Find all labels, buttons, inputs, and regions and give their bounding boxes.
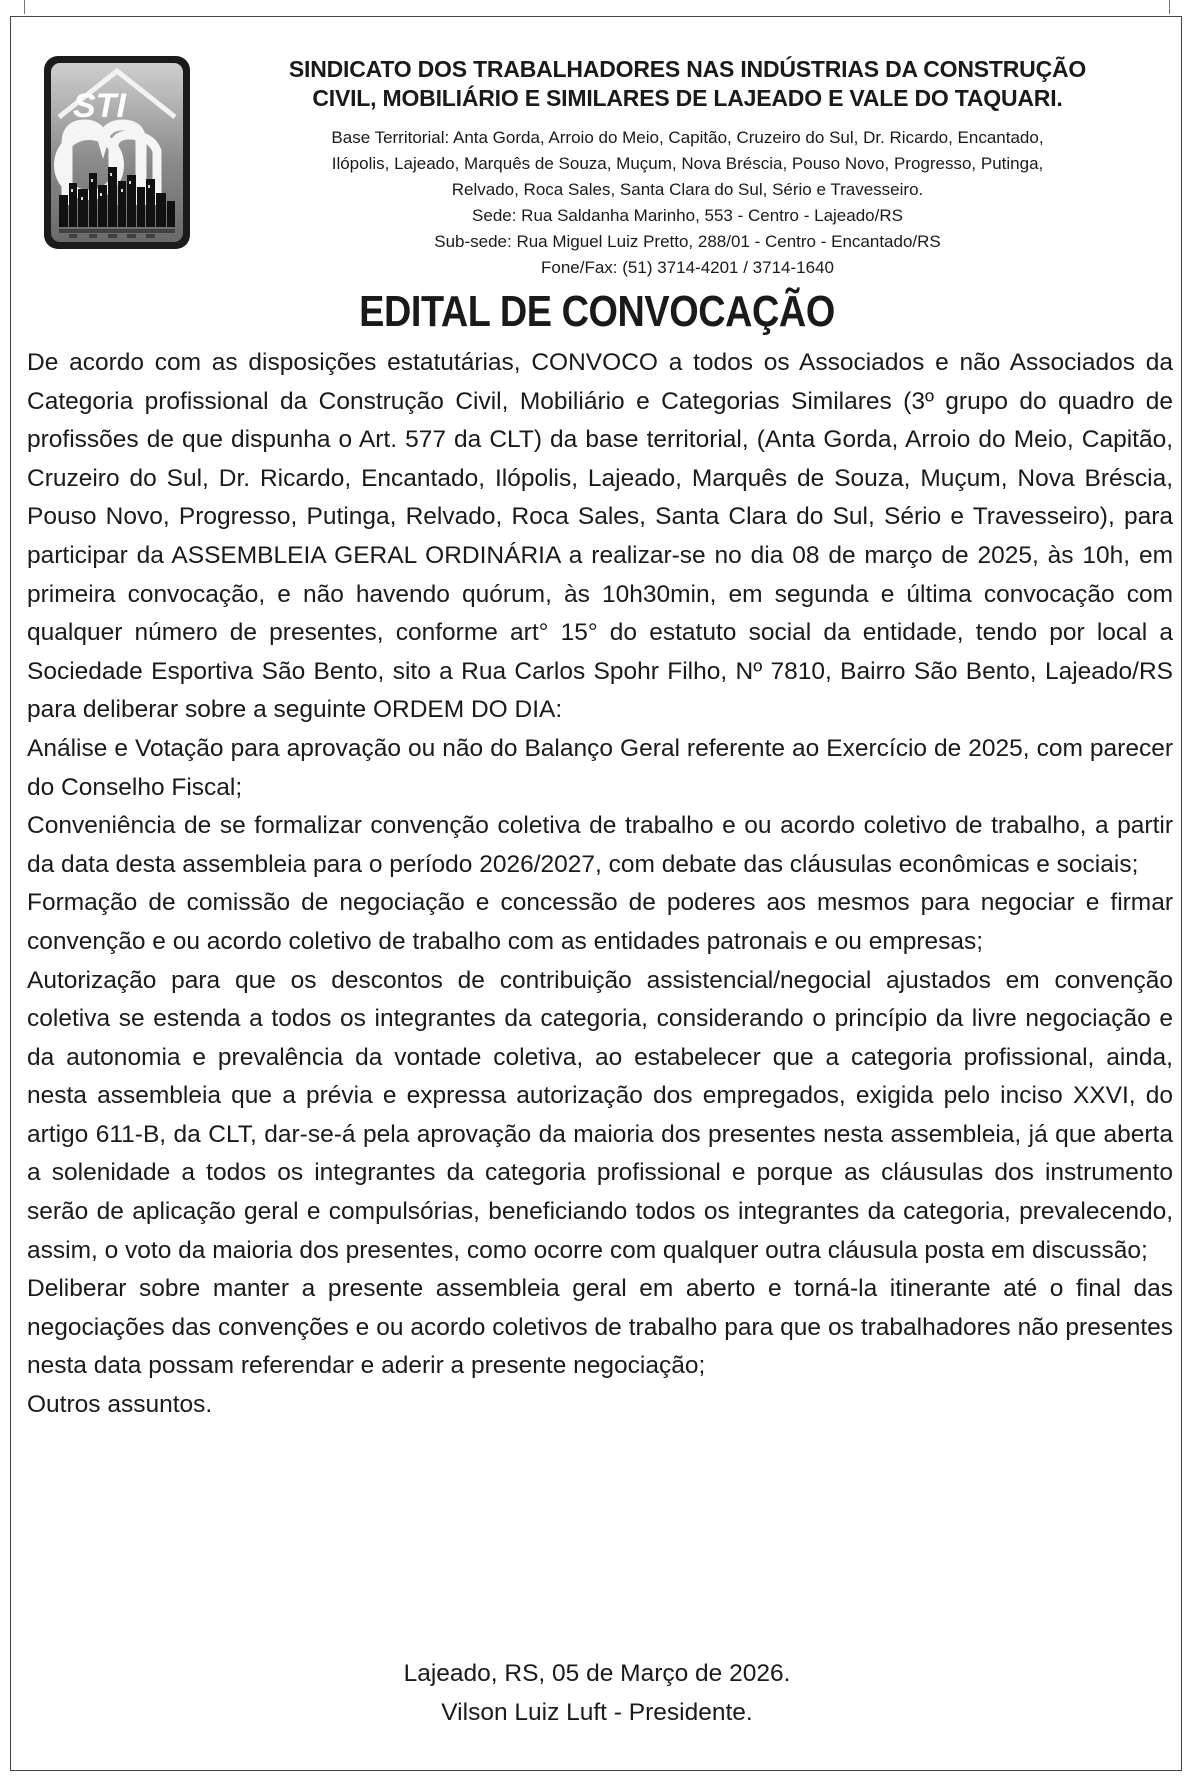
place-and-date: Lajeado, RS, 05 de Março de 2026. — [403, 1660, 791, 1687]
agenda-item: Conveniência de se formalizar convenção coletiva de trabalho e ou acordo coletivo de trabalho, a partir da data desta assembleia para o período 2026/2027, com debate das cláusulas econômicas e sociais; — [27, 812, 1173, 878]
agenda-item: Autorização para que os descontos de contribuição assistencial/negocial ajustados em convenção coletiva se estenda a todos os integrantes da categoria, considerando o princípio da livre negociação e da autonomia e prevalência da vontade coletiva, ao estabelecer que a categoria profissional, ainda, nesta assembleia que a prévia e expressa autorização dos empregados, exigida pelo inciso XXVI, do artigo 611-B, da CLT, dar-se-á pela aprovação da maioria dos presentes nesta assembleia, já que aberta a solenidade a todos os integrantes da categoria profissional e porque as cláusulas dos instrumento serão de aplicação geral e compulsórias, beneficiando todos os integrantes da categoria, prevalecendo, assim, o voto da maioria dos presentes, como ocorre com qualquer outra cláusula posta em discussão; — [27, 966, 1173, 1264]
branch-address: Sub-sede: Rua Miguel Luiz Pretto, 288/01 - Centro - Encantado/RS — [434, 232, 941, 251]
agenda-item: Formação de comissão de negociação e concessão de poderes aos mesmos para negociar e firmar convenção e ou acordo coletivo de trabalho com as entidades patronais e ou empresas; — [27, 889, 1173, 955]
crop-mark-top-left — [0, 0, 25, 14]
headquarters-address: Sede: Rua Saldanha Marinho, 553 - Centro - Lajeado/RS — [472, 206, 903, 225]
territorial-base-line-1: Base Territorial: Anta Gorda, Arroio do Meio, Capitão, Cruzeiro do Sul, Dr. Ricardo, Encantado, — [331, 128, 1044, 147]
union-logo — [43, 55, 191, 250]
notice-title: EDITAL DE CONVOCAÇÃO — [359, 287, 835, 336]
territorial-base-line-3: Relvado, Roca Sales, Santa Clara do Sul, Sério e Travesseiro. — [451, 180, 924, 199]
intro-paragraph: De acordo com as disposições estatutárias, CONVOCO a todos os Associados e não Associados da Categoria profissional da Construção Civil, Mobiliário e Categorias Similares (3º grupo do quadro de profissões de que dispunha o Art. 577 da CLT) da base territorial, (Anta Gorda, Arroio do Meio, Capitão, Cruzeiro do Sul, Dr. Ricardo, Encantado, Ilópolis, Lajeado, Marquês de Souza, Muçum, Nova Bréscia, Pouso Novo, Progresso, Putinga, Relvado, Roca Sales, Santa Clara do Sul, Sério e Travesseiro), para participar da ASSEMBLEIA GERAL ORDINÁRIA a realizar-se no dia 08 de março de 2025, às 10h, em primeira convocação, e não havendo quórum, às 10h30min, em segunda e última convocação com qualquer número de presentes, conforme art° 15° do estatuto social da entidade, tendo por local a Sociedade Esportiva São Bento, sito a Rua Carlos Spohr Filho, Nº 7810, Bairro São Bento, Lajeado/RS para deliberar sobre a seguinte ORDEM DO DIA: — [27, 349, 1173, 724]
phone-fax: Fone/Fax: (51) 3714-4201 / 3714-1640 — [541, 258, 834, 277]
territorial-base-line-2: Ilópolis, Lajeado, Marquês de Souza, Muçum, Nova Bréscia, Pouso Novo, Progresso, Putinga, — [331, 154, 1044, 173]
notice-body — [27, 344, 1173, 1425]
union-header — [215, 55, 1160, 281]
agenda-item: Outros assuntos. — [27, 1391, 213, 1419]
notice-footer — [0, 1655, 1194, 1732]
agenda-item: Deliberar sobre manter a presente assembleia geral em aberto e torná-la itinerante até o final das negociações das convenções e ou acordo coletivos de trabalho para que os trabalhadores não presentes nesta data possam referendar e aderir a presente negociação; — [27, 1275, 1173, 1380]
signature: Vilson Luiz Luft - Presidente. — [441, 1698, 753, 1726]
logo-text: STI — [73, 87, 126, 125]
crop-mark-top-right — [1169, 0, 1194, 14]
org-name-line-1: SINDICATO DOS TRABALHADORES NAS INDÚSTRIAS DA CONSTRUÇÃO — [288, 56, 1087, 82]
agenda-item: Análise e Votação para aprovação ou não do Balanço Geral referente ao Exercício de 2025, com parecer do Conselho Fiscal; — [27, 734, 1173, 801]
org-name-line-2: CIVIL, MOBILIÁRIO E SIMILARES DE LAJEADO E VALE DO TAQUARI. — [312, 85, 1063, 111]
